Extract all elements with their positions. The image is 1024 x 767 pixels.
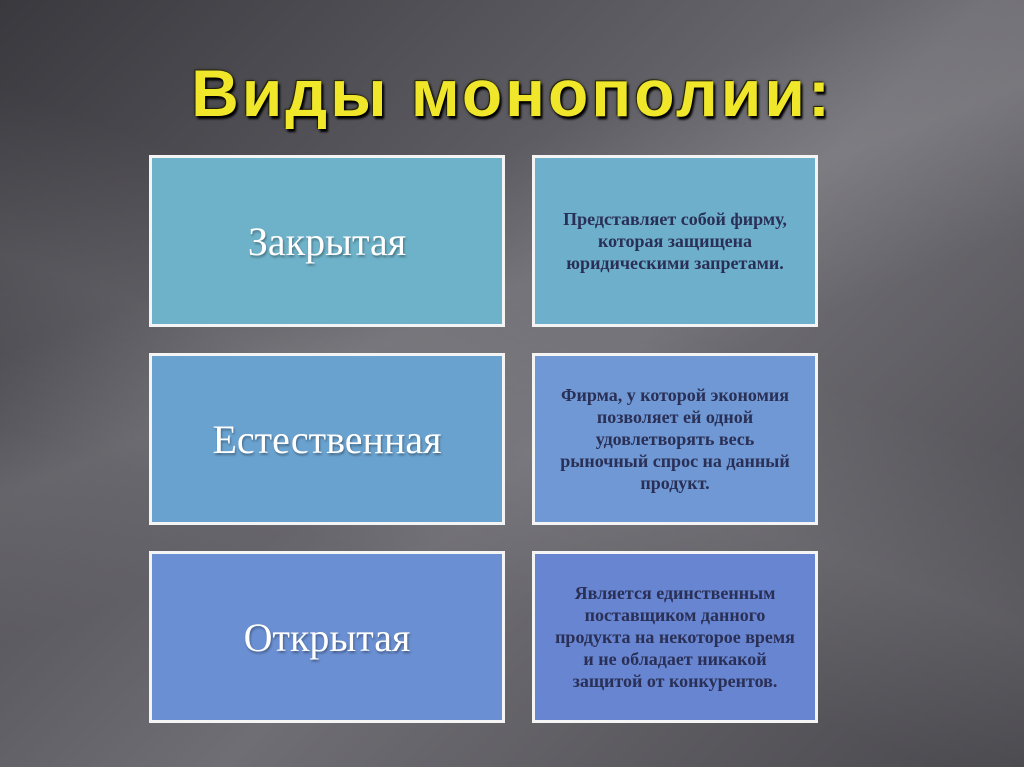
monopoly-type-box-natural: [149, 353, 505, 525]
monopoly-description-box-open: [532, 551, 818, 723]
monopoly-type-box-closed: [149, 155, 505, 327]
slide-title: Виды монополии:: [191, 56, 833, 130]
monopoly-type-box-open: [149, 551, 505, 723]
monopoly-description-text: Представляет собой фирму, которая защищена юридическими запретами.: [563, 209, 787, 273]
monopoly-description-text: Фирма, у которой экономия позволяет ей одной удовлетворять весь рыночный спрос на данный продукт.: [560, 385, 790, 493]
monopoly-description-text: Является единственным поставщиком данного продукта на некоторое время и не обладает никакой защитой от конкурентов.: [555, 583, 795, 691]
monopoly-type-label: Открытая: [243, 614, 411, 660]
monopoly-type-label: Естественная: [212, 416, 442, 462]
monopoly-type-label: Закрытая: [247, 218, 407, 264]
monopoly-description-box-natural: [532, 353, 818, 525]
monopoly-description-box-closed: [532, 155, 818, 327]
